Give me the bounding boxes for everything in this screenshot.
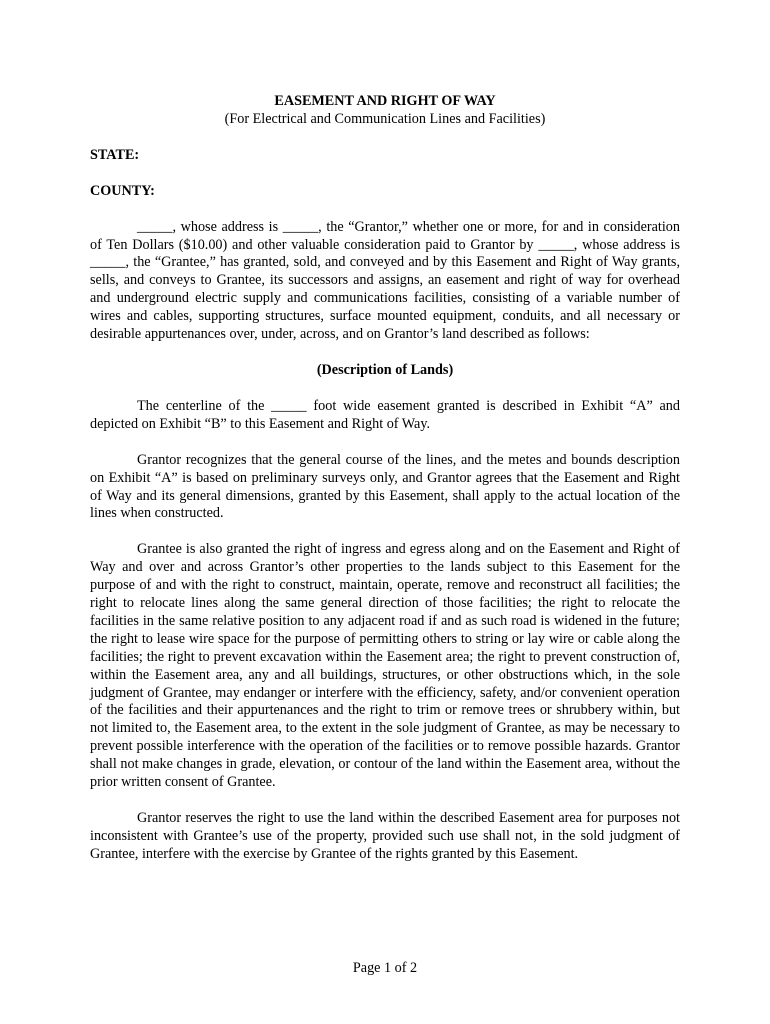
county-label: COUNTY: <box>90 182 155 199</box>
document-subtitle: (For Electrical and Communication Lines and Facilities) <box>224 110 546 127</box>
document-title: EASEMENT AND RIGHT OF WAY <box>274 93 496 109</box>
grant-paragraph: _____, whose address is _____, the “Grantor,” whether one or more, for and in consideration of Ten Dollars ($10.00) and other valuable consideration paid to Grantor by _____, whose address is _____, the “Grantee,” has granted, sold, and conveyed and by this Easement and Right of Way grants, sells, and conveys to Grantee, its successors and assigns, an easement and right of way for overhead and underground electric supply and communications facilities, consisting of a variable number of wires and cables, supporting structures, surface mounted equipment, conduits, and all necessary or desirable appurtenances over, under, across, and on Grantor’s land described as follows: <box>90 218 680 343</box>
state-label: STATE: <box>90 146 140 163</box>
recognition-paragraph: Grantor recognizes that the general course of the lines, and the metes and bounds description on Exhibit “A” is based on preliminary surveys only, and Grantor agrees that the Easement and Right of Way and its general dimensions, granted by this Easement, shall apply to the actual location of the lines when constructed. <box>90 451 680 522</box>
description-of-lands-heading: (Description of Lands) <box>316 361 454 378</box>
grantor-reserves-paragraph: Grantor reserves the right to use the land within the described Easement area for purposes not inconsistent with Grantee’s use of the property, provided such use shall not, in the sold judgment of Grantee, interfere with the exercise by Grantee of the rights granted by this Easement. <box>90 810 680 862</box>
ingress-egress-paragraph: Grantee is also granted the right of ingress and egress along and on the Easement and Right of Way and over and across Grantor’s other properties to the lands subject to this Easement for the purpose of and with the right to construct, maintain, operate, remove and reconstruct all facilities; the right to relocate lines along the same general direction of those facilities; the right to relocate the facilities in the same relative position to any adjacent road if and as such road is widened in the future; the right to lease wire space for the purpose of permitting others to string or lay wire or cable along the facilities; the right to prevent excavation within the Easement area; the right to prevent construction of, within the Easement area, any and all buildings, structures, or other obstructions which, in the sole judgment of Grantee, may endanger or interfere with the efficiency, safety, and/or convenient operation of the facilities and their appurtenances and the right to trim or remove trees or shrubbery within, but not limited to, the Easement area, to the extent in the sole judgment of Grantee, as may be necessary to prevent possible interference with the operation of the facilities or to remove possible hazards. Grantor shall not make changes in grade, elevation, or contour of the land within the Easement area, without the prior written consent of Grantee. <box>90 541 680 791</box>
centerline-paragraph: The centerline of the _____ foot wide easement granted is described in Exhibit “A” and depicted on Exhibit “B” to this Easement and Right of Way. <box>90 397 680 432</box>
document-body <box>90 93 680 864</box>
page-number-footer: Page 1 of 2 <box>352 960 418 976</box>
